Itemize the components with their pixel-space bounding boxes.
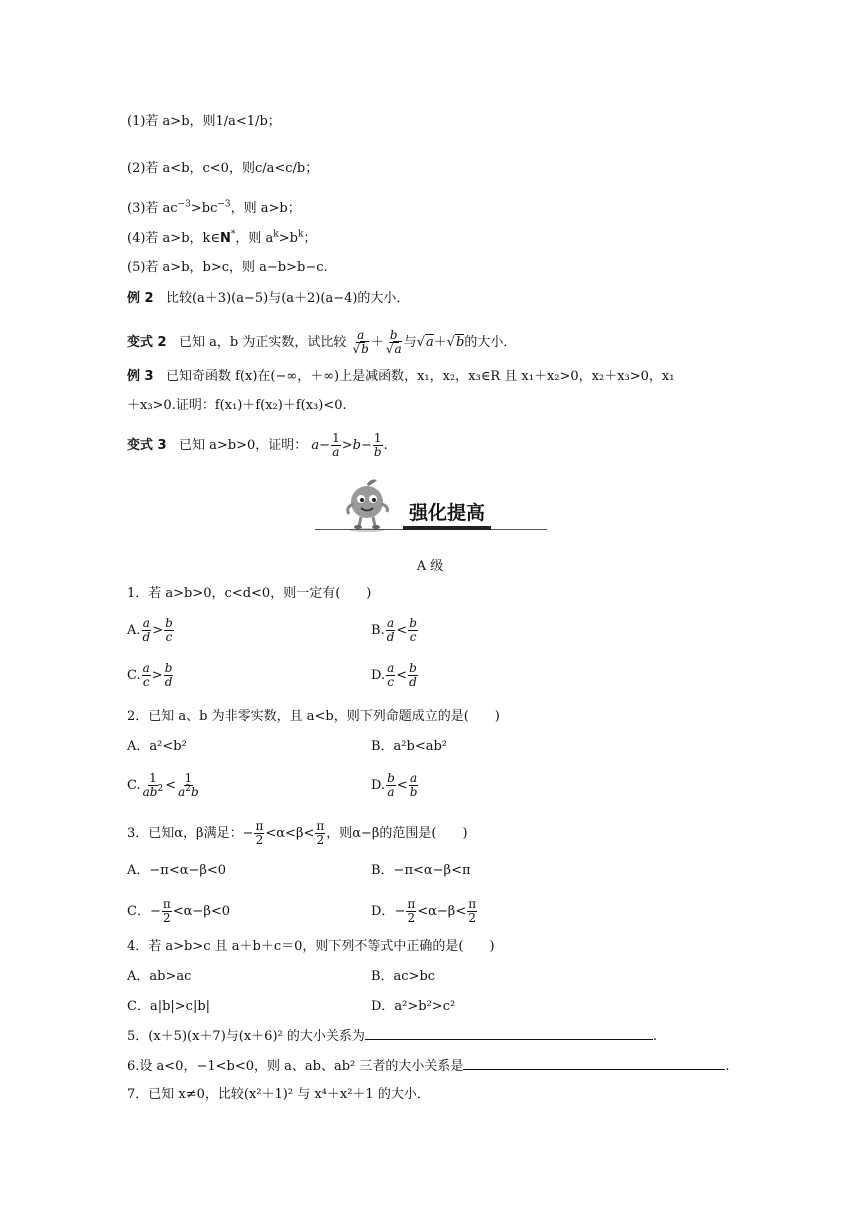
question-1 [127, 585, 371, 603]
item-3-exp2: −3 [217, 199, 231, 210]
q1-option-d: D. $\frac{a}{c}$ < $\frac{b}{d}$ [371, 661, 417, 689]
frac-1-over-a: $\frac{1}{a}$ [332, 431, 340, 459]
q3-option-d: D．− $\frac{\pi}{2}$ <α−β< $\frac{\pi}{2}$ [371, 897, 477, 925]
example-3-cont [127, 397, 347, 415]
question-5-text: 5．(x＋5)(x＋7)与(x＋6)² 的大小关系为 [127, 1029, 365, 1044]
question-1-text: 1．若 a>b>0，c<d<0，则一定有( ) [127, 586, 372, 601]
example-3 [127, 368, 674, 386]
item-3-c: >bc [190, 201, 218, 216]
item-3-exp1: −3 [177, 199, 191, 210]
question-2 [127, 708, 500, 726]
q4-option-a [127, 968, 191, 986]
question-7-text: 7．已知 x≠0，比较(x²＋1)² 与 x⁴＋x²＋1 的大小． [127, 1087, 430, 1102]
question-7 [127, 1086, 430, 1104]
apple-mascot-icon [337, 478, 397, 532]
item-3-e: ，则 a>b； [230, 201, 301, 216]
variant-3: 变式 3 已知 a>b>0，证明： a− $\frac{1}{a}$ >b− $\frac{1}{b}$ . [127, 431, 388, 459]
example-3-label: 例 3 [127, 369, 154, 384]
frac-a-over-sqrtb: $\frac{a}{√b}$ [352, 328, 369, 356]
item-4 [127, 230, 316, 248]
level-heading: A 级 [416, 559, 444, 574]
q4-option-b [371, 968, 435, 986]
frac-b-over-sqrta: $\frac{b}{√a}$ [385, 328, 402, 356]
q3-c-label: C． [127, 904, 150, 919]
q1-option-b: B. $\frac{a}{d}$ < $\frac{b}{c}$ [371, 616, 417, 644]
q3-a-text: A．−π<α−β<0 [127, 863, 227, 878]
q1-a-label: A. [127, 623, 141, 638]
question-4 [127, 938, 495, 956]
variant-3-text: 已知 a>b>0，证明： [178, 438, 308, 453]
item-1 [127, 113, 281, 131]
example-3-line2: ＋x₃>0.证明：f(x₁)＋f(x₂)＋f(x₃)<0. [127, 398, 347, 413]
q2-c-label: C. [127, 778, 141, 793]
q4-a-text: A．ab>ac [127, 969, 192, 984]
q1-b-label: B. [371, 623, 385, 638]
q3-option-c: C．− $\frac{\pi}{2}$ <α−β<0 [127, 897, 230, 925]
q1-option-c: C. $\frac{a}{c}$ > $\frac{b}{d}$ [127, 661, 173, 689]
variant-2-label: 变式 2 [127, 335, 167, 350]
q4-b-text: B．ac>bc [371, 969, 436, 984]
q2-option-a [127, 738, 187, 756]
item-1-text: (1)若 a>b，则1/a<1/b； [127, 114, 281, 129]
answer-blank-5[interactable] [365, 1027, 653, 1040]
q4-c-text: C．a|b|>c|b| [127, 999, 211, 1014]
variant-3-dot: . [383, 438, 388, 453]
q2-option-c: C. $\frac{1}{ab^2}$ < $\frac{1}{a^2b}$ [127, 771, 199, 799]
question-6 [127, 1057, 730, 1076]
item-5-text: (5)若 a>b，b>c，则 a−b>b−c. [127, 260, 328, 275]
item-4-N: N [220, 231, 231, 246]
q1-d-label: D. [371, 668, 386, 683]
question-3-text-b: ，则α−β的范围是( ) [326, 826, 468, 841]
example-2-label: 例 2 [127, 291, 154, 306]
section-banner [315, 478, 547, 532]
question-2-text: 2．已知 a、b 为非零实数，且 a<b，则下列命题成立的是( ) [127, 709, 500, 724]
item-5 [127, 259, 328, 277]
question-6-dot: . [725, 1059, 730, 1074]
section-title-underbar [403, 526, 491, 530]
item-3 [127, 200, 301, 218]
question-4-text: 4．若 a>b>c 且 a＋b＋c＝0，则下列不等式中正确的是( ) [127, 939, 495, 954]
item-2-text: (2)若 a<b，c<0，则c/a<c/b； [127, 161, 319, 176]
q4-d-text: D．a²>b²>c² [371, 999, 456, 1014]
variant-2-text-b: 与 [403, 335, 417, 350]
q3-option-b [371, 862, 471, 880]
question-5 [127, 1027, 657, 1046]
q3-b-text: B．−π<α−β<π [371, 863, 471, 878]
item-4-star: * [230, 229, 236, 240]
frac-1-over-b: $\frac{1}{b}$ [373, 431, 382, 459]
item-4-a: (4)若 a>b，k∈ [127, 231, 221, 246]
question-3-text-a: 3．已知α，β满足： [127, 826, 243, 841]
variant-3-label: 变式 3 [127, 438, 167, 453]
q3-d-label: D． [371, 904, 395, 919]
item-4-d: ，则 a [235, 231, 274, 246]
example-2-text: 比较(a＋3)(a−5)与(a＋2)(a−4)的大小． [165, 291, 410, 306]
answer-blank-6[interactable] [463, 1057, 725, 1070]
example-2 [127, 290, 409, 308]
item-2 [127, 160, 318, 178]
q4-option-c [127, 998, 210, 1016]
item-4-k2: k [297, 229, 304, 240]
variant-2-text-a: 已知 a，b 为正实数，试比较 [178, 335, 347, 350]
example-3-line1: 已知奇函数 f(x)在(−∞，＋∞)上是减函数，x₁，x₂，x₃∈R 且 x₁＋x₂>0，x₂＋x₃>0，x₁ [165, 369, 675, 384]
q1-c-label: C. [127, 668, 141, 683]
q2-option-b [371, 738, 447, 756]
item-4-f: >b [278, 231, 298, 246]
item-4-h: ； [303, 231, 317, 246]
question-5-dot: . [652, 1029, 657, 1044]
q1-option-a: A. $\frac{a}{d}$ > $\frac{b}{c}$ [127, 616, 173, 644]
q2-option-d: D. $\frac{b}{a}$ < $\frac{a}{b}$ [371, 771, 418, 799]
variant-2: 变式 2 已知 a，b 为正实数，试比较 $\frac{a}{√b}$ ＋ $\frac{b}{√a}$ 与√a＋√b的大小． [127, 328, 517, 356]
q4-option-d [371, 998, 455, 1016]
q2-d-label: D. [371, 778, 386, 793]
q2-a-text: A．a²<b² [127, 739, 187, 754]
question-6-text: 6.设 a<0，−1<b<0，则 a、ab、ab² 三者的大小关系是 [127, 1059, 464, 1074]
item-3-a: (3)若 ac [127, 201, 178, 216]
q2-b-text: B．a²b<ab² [371, 739, 448, 754]
q3-option-a [127, 862, 226, 880]
item-4-k1: k [273, 229, 279, 240]
section-title: 强化提高 [403, 500, 491, 526]
variant-2-text-c: 的大小． [464, 335, 517, 350]
question-3: 3．已知α，β满足：− $\frac{\pi}{2}$ <α<β< $\frac{\pi}{2}$ ，则α−β的范围是( ) [127, 819, 468, 847]
